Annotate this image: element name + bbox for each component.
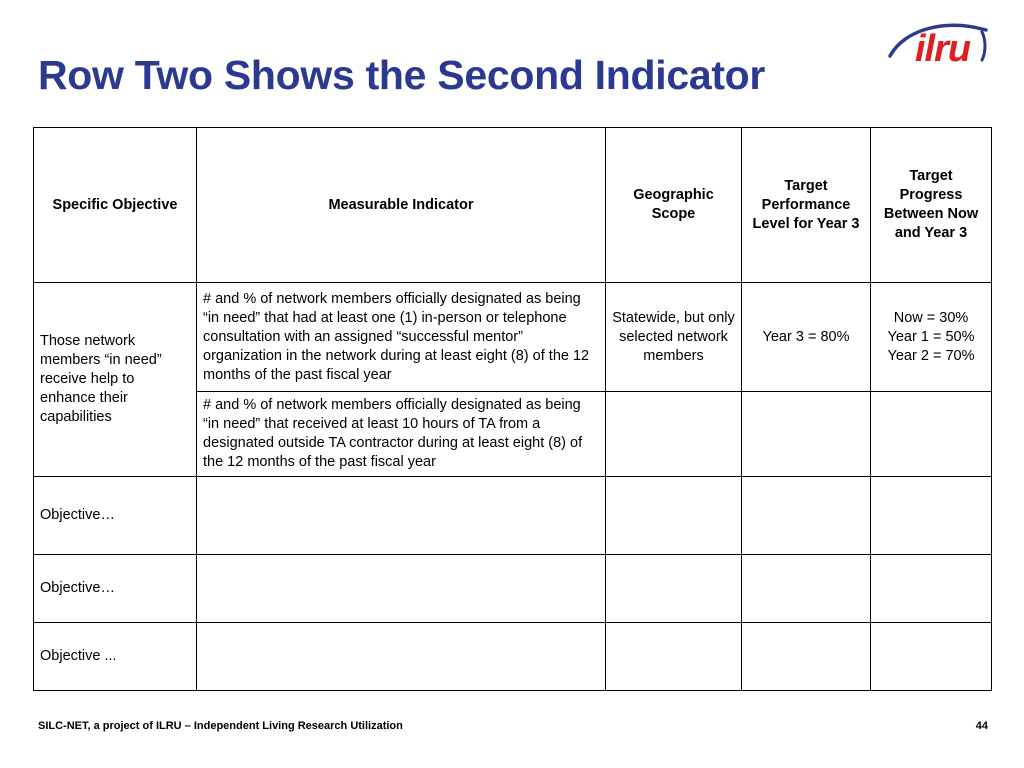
page-number: 44 xyxy=(975,720,988,732)
header-specific-objective: Specific Objective xyxy=(34,128,197,283)
target-progress-cell xyxy=(871,283,992,392)
table-row xyxy=(34,623,992,691)
empty-cell xyxy=(871,477,992,555)
table-row xyxy=(34,477,992,555)
empty-cell xyxy=(742,477,871,555)
empty-cell xyxy=(871,392,992,477)
indicator-cell-1: # and % of network members officially designated as being “in need” that had at least one (1) in-person or telephone consultation with an assigned “successful mentor” organization in the network during at least eight (8) of the 12 months of the past fiscal year xyxy=(197,283,606,392)
table-header-row xyxy=(34,128,992,283)
empty-cell xyxy=(742,555,871,623)
target-performance-cell: Year 3 = 80% xyxy=(742,283,871,392)
progress-year-2: Year 2 = 70% xyxy=(887,347,975,364)
empty-cell xyxy=(606,392,742,477)
empty-cell xyxy=(197,623,606,691)
footer-text: SILC-NET, a project of ILRU – Independent Living Research Utilization xyxy=(38,720,403,732)
empty-cell xyxy=(871,623,992,691)
empty-cell xyxy=(606,623,742,691)
empty-cell xyxy=(871,555,992,623)
page-title: Row Two Shows the Second Indicator xyxy=(38,52,766,98)
header-target-progress: Target Progress Between Now and Year 3 xyxy=(871,128,992,283)
ilru-logo xyxy=(886,16,992,76)
objective-placeholder-2: Objective… xyxy=(34,555,197,623)
indicator-cell-2: # and % of network members officially designated as being “in need” that received at least 10 hours of TA from a designated outside TA contractor during at least eight (8) of the 12 months of the past fiscal year xyxy=(197,392,606,477)
header-geographic-scope: Geographic Scope xyxy=(606,128,742,283)
header-measurable-indicator: Measurable Indicator xyxy=(197,128,606,283)
table-row xyxy=(34,555,992,623)
geographic-scope-cell: Statewide, but only selected network members xyxy=(606,283,742,392)
objective-placeholder-3: Objective ... xyxy=(34,623,197,691)
empty-cell xyxy=(742,392,871,477)
objective-placeholder-1: Objective… xyxy=(34,477,197,555)
empty-cell xyxy=(606,477,742,555)
progress-year-1: Year 1 = 50% xyxy=(887,328,975,345)
header-target-performance: Target Performance Level for Year 3 xyxy=(742,128,871,283)
table-row xyxy=(34,283,992,392)
empty-cell xyxy=(197,555,606,623)
logo-text: ilru xyxy=(915,28,971,70)
indicator-table xyxy=(33,127,992,691)
empty-cell xyxy=(606,555,742,623)
empty-cell xyxy=(197,477,606,555)
progress-now: Now = 30% xyxy=(893,309,969,326)
empty-cell xyxy=(742,623,871,691)
objective-cell: Those network members “in need” receive help to enhance their capabilities xyxy=(34,283,197,477)
